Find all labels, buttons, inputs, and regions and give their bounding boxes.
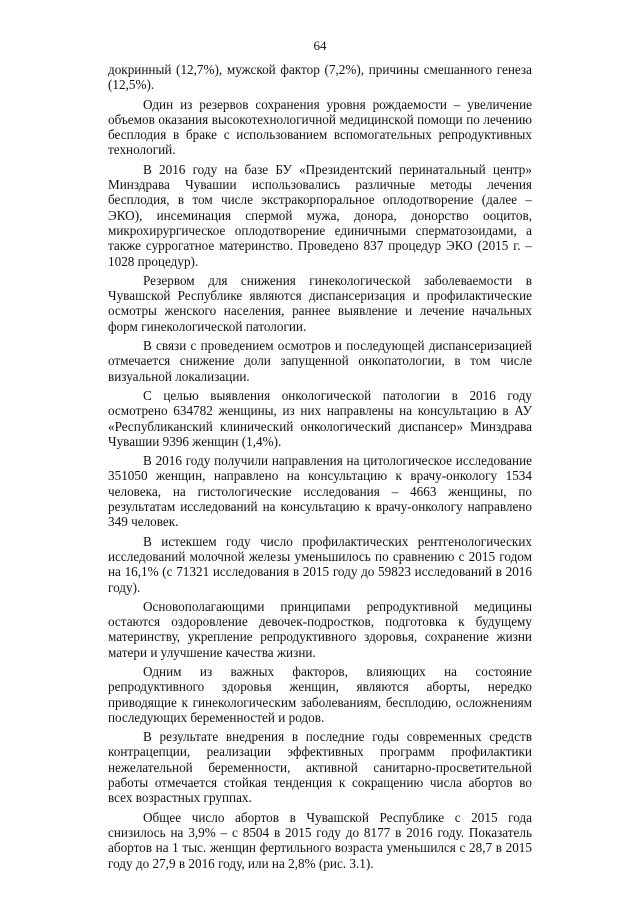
body-text <box>108 62 532 875</box>
paragraph-2: Один из резервов сохранения уровня рождаемости – увеличение объемов оказания высокотехнологичной медицинской помощи по лечению бесплодия в браке с использованием вспомогательных репродуктивных технологий. <box>108 96 532 158</box>
paragraph-12: Общее число абортов в Чувашской Республике с 2015 года снизилось на 3,9% – с 8504 в 2015 году до 8177 в 2016 году. Показатель абортов на 1 тыс. женщин фертильного возраста уменьшился с 28,7 в 2015 году до 27,9 в 2016 году, или на 2,8% (рис. 3.1). <box>108 809 532 871</box>
page-number: 64 <box>313 38 327 53</box>
paragraph-7: В 2016 году получили направления на цитологическое исследование 351050 женщин, направлено на консультацию к врачу-онкологу 1534 человека, на гистологические исследования – 4663 женщины, по результатам исследований на консультацию к врачу-онкологу направлено 349 человек. <box>108 453 532 530</box>
paragraph-4: Резервом для снижения гинекологической заболеваемости в Чувашской Республике являются диспансеризация и профилактические осмотры женского населения, раннее выявление и лечение начальных форм гинекологической патологии. <box>108 272 532 334</box>
paragraph-3: В 2016 году на базе БУ «Президентский перинатальный центр» Минздрава Чувашии использовались различные методы лечения бесплодия, в том числе экстракорпоральное оплодотворение (далее – ЭКО), инсеминация спермой мужа, донора, донорство ооцитов, микрохирургическое оплодотворение единичными сперматозоидами, а также суррогатное материнство. Проведено 837 процедур ЭКО (2015 г. – 1028 процедур). <box>108 161 532 269</box>
paragraph-6: С целью выявления онкологической патологии в 2016 году осмотрено 634782 женщины, из них направлены на консультацию в АУ «Республиканский клинический онкологический диспансер» Минздрава Чувашии 9396 женщин (1,4%). <box>108 387 532 449</box>
paragraph-10: Одним из важных факторов, влияющих на состояние репродуктивного здоровья женщин, являются аборты, нередко приводящие к гинекологическим заболеваниям, бесплодию, осложнениям последующих беременностей и родов. <box>108 663 532 725</box>
paragraph-8: В истекшем году число профилактических рентгенологических исследований молочной железы уменьшилось по сравнению с 2015 годом на 16,1% (с 71321 исследования в 2015 году до 59823 исследований в 2016 году). <box>108 533 532 595</box>
paragraph-1: докринный (12,7%), мужской фактор (7,2%), причины смешанного генеза (12,5%). <box>108 62 532 93</box>
paragraph-9: Основополагающими принципами репродуктивной медицины остаются оздоровление девочек-подростков, подготовка к будущему материнству, укрепление репродуктивного здоровья, сохранение жизни матери и улучшение качества жизни. <box>108 598 532 660</box>
paragraph-11: В результате внедрения в последние годы современных средств контрацепции, реализации эффективных программ профилактики нежелательной беременности, активной санитарно-просветительной работы отмечается стойкая тенденция к сокращению числа абортов во всех возрастных группах. <box>108 729 532 806</box>
paragraph-5: В связи с проведением осмотров и последующей диспансеризацией отмечается снижение доли запущенной онкопатологии, в том числе визуальной локализации. <box>108 338 532 384</box>
